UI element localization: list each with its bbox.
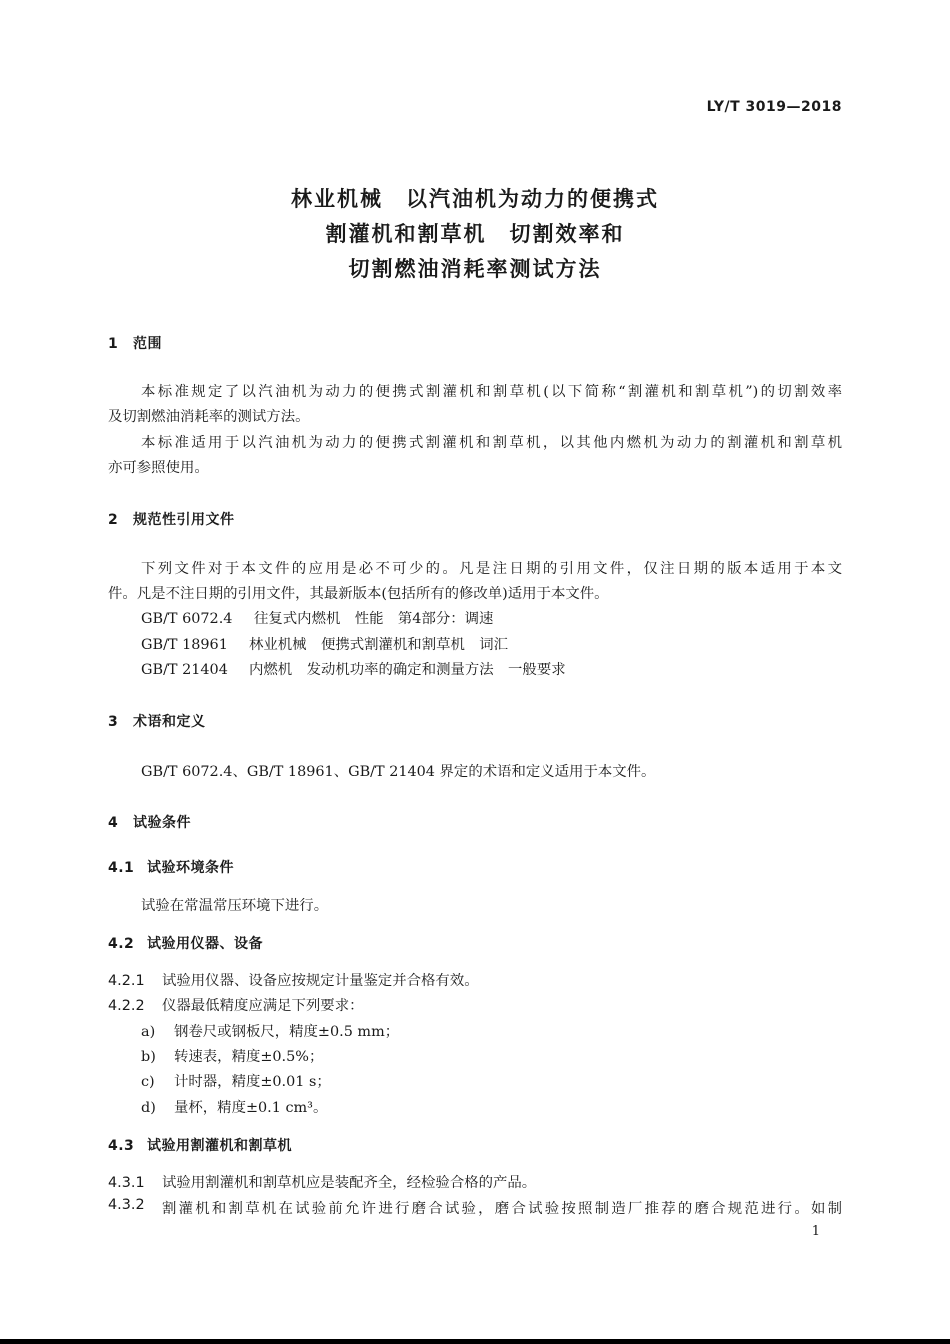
section-4-heading <box>108 812 191 832</box>
clause-text: 仪器最低精度应满足下列要求： <box>162 998 364 1014</box>
list-marker: a) <box>141 1024 156 1040</box>
list-item-text: 计时器，精度±0.01 s； <box>174 1074 331 1090</box>
reference-title: 林业机械 便携式割灌机和割草机 词汇 <box>249 637 509 653</box>
subsection-title: 试验环境条件 <box>147 860 234 876</box>
clause-4-3-1 <box>108 1171 536 1192</box>
section-1-heading <box>108 333 162 353</box>
section-title: 范围 <box>133 336 162 352</box>
paragraph-line: 及切割燃油消耗率的测试方法。 <box>108 409 310 425</box>
clause-number: 4.2.2 <box>108 998 145 1014</box>
bottom-border <box>0 1339 950 1344</box>
list-item-text: 转速表，精度±0.5%； <box>174 1049 324 1065</box>
subsection-number: 4.2 <box>108 936 135 952</box>
section-title: 试验条件 <box>133 815 191 831</box>
subsection-title: 试验用仪器、设备 <box>147 936 263 952</box>
reference-code: GB/T 6072.4 <box>141 611 233 627</box>
clause-4-3-2 <box>108 1197 842 1218</box>
clause-4-2-2 <box>108 994 363 1015</box>
paragraph-line: 试验在常温常压环境下进行。 <box>141 898 329 914</box>
subsection-4-3-heading <box>108 1135 292 1155</box>
paragraph-line: 本标准适用于以汽油机为动力的便携式割灌机和割草机，以其他内燃机为动力的割灌机和割草机 <box>141 435 842 451</box>
subsection-title: 试验用割灌机和割草机 <box>147 1138 292 1154</box>
document-title-line-1: 林业机械 以汽油机为动力的便携式 <box>291 187 659 211</box>
clause-text: 试验用割灌机和割草机应是装配齐全，经检验合格的产品。 <box>162 1175 537 1191</box>
document-title-line-3: 切割燃油消耗率测试方法 <box>348 257 602 281</box>
subsection-number: 4.3 <box>108 1138 135 1154</box>
document-title-line-2: 割灌机和割草机 切割效率和 <box>325 222 625 246</box>
list-item-text: 量杯，精度±0.1 cm³。 <box>174 1100 328 1116</box>
clause-number: 4.2.1 <box>108 973 145 989</box>
list-marker: c) <box>141 1074 155 1090</box>
list-item <box>141 1070 331 1091</box>
clause-number: 4.3.2 <box>108 1197 145 1213</box>
list-item-text: 钢卷尺或钢板尺，精度±0.5 mm； <box>174 1024 400 1040</box>
list-item <box>141 1020 399 1041</box>
clause-text: 割灌机和割草机在试验前允许进行磨合试验，磨合试验按照制造厂推荐的磨合规范进行。如制 <box>162 1201 842 1217</box>
paragraph-line: 本标准规定了以汽油机为动力的便携式割灌机和割草机(以下简称“割灌机和割草机”)的切割效率 <box>141 384 842 400</box>
list-item <box>141 1096 327 1117</box>
section-number: 3 <box>108 714 119 730</box>
section-title: 术语和定义 <box>133 714 206 730</box>
paragraph-line: 亦可参照使用。 <box>108 460 209 476</box>
paragraph-line: 下列文件对于本文件的应用是必不可少的。凡是注日期的引用文件，仅注日期的版本适用于本文 <box>141 561 842 577</box>
clause-text: 试验用仪器、设备应按规定计量鉴定并合格有效。 <box>162 973 479 989</box>
clause-number: 4.3.1 <box>108 1175 145 1191</box>
paragraph-line: GB/T 6072.4、GB/T 18961、GB/T 21404 界定的术语和定义适用于本文件。 <box>141 764 656 780</box>
list-marker: d) <box>141 1100 156 1116</box>
standard-code: LY/T 3019—2018 <box>706 99 842 115</box>
section-number: 4 <box>108 815 119 831</box>
section-2-heading <box>108 509 235 529</box>
normative-reference <box>141 658 566 679</box>
reference-code: GB/T 21404 <box>141 662 228 678</box>
normative-reference <box>141 633 508 654</box>
section-title: 规范性引用文件 <box>133 512 235 528</box>
reference-title: 往复式内燃机 性能 第4部分：调速 <box>254 611 494 627</box>
list-marker: b) <box>141 1049 156 1065</box>
section-3-heading <box>108 711 206 731</box>
paragraph-line: 件。凡是不注日期的引用文件，其最新版本(包括所有的修改单)适用于本文件。 <box>108 586 609 602</box>
list-item <box>141 1045 323 1066</box>
normative-reference <box>141 607 493 628</box>
reference-title: 内燃机 发动机功率的确定和测量方法 一般要求 <box>249 662 566 678</box>
section-number: 2 <box>108 512 119 528</box>
page-number: 1 <box>811 1224 820 1239</box>
clause-4-2-1 <box>108 969 479 990</box>
subsection-number: 4.1 <box>108 860 135 876</box>
reference-code: GB/T 18961 <box>141 637 228 653</box>
subsection-4-1-heading <box>108 857 234 877</box>
section-number: 1 <box>108 336 119 352</box>
subsection-4-2-heading <box>108 933 263 953</box>
